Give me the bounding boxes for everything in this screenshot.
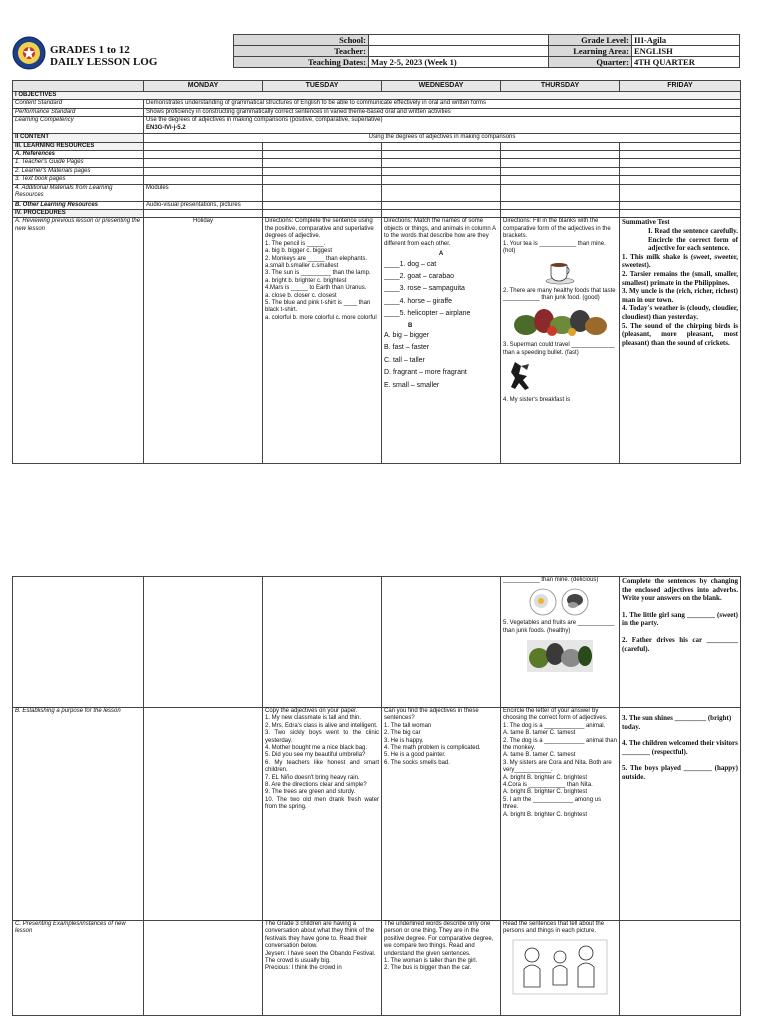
tuesday-purpose-line: 9. The trees are green and sturdy. [265, 789, 356, 796]
wednesday-purpose-line: 1. The tall woman [384, 722, 432, 729]
thursday-purpose-line: A. bright B. brighter C. brightest [503, 811, 588, 818]
content-label: II CONTENT [13, 134, 144, 142]
column-a-item: ____2. goat – carabao [384, 272, 455, 280]
tuesday-purpose-line: 4. Mother bought me a nice black bag. [265, 745, 368, 752]
tuesday-examples-line: Jeysen: I have seen the Obando Festival. The crowd is usually big. [265, 950, 376, 965]
friday-review [620, 218, 741, 464]
tuesday-review-line: 2. Monkeys are _____ than elephants. [265, 255, 368, 262]
content-standard: Demonstrates understanding of grammatical structures of English to be able to communicate effectively in oral and written forms [144, 100, 741, 108]
tuesday-examples [263, 921, 382, 1016]
teacher-label: Teacher: [234, 46, 369, 57]
part2-instruction: Complete the sentences by changing the enclosed adjectives into adverbs. Write your answers on the blank. [622, 577, 738, 603]
tuesday-review-line: a. bright b. brighter c. brightest [265, 277, 347, 284]
other-label: B. Other Learning Resources [13, 201, 144, 209]
wednesday-purpose-line: 5. He is a good painter. [384, 752, 446, 759]
tuesday-purpose-line: Copy the adjectives on your paper. [265, 708, 358, 714]
tuesday-purpose-line: 7. EL Niño doesn't bring heavy rain. [265, 774, 360, 781]
tuesday-examples-line: The Grade 3 children are having a conversation about what they think of the festivals they have gone to. Read their conversation below. [265, 921, 375, 950]
tuesday-review-line: a. big b. bigger c. biggest [265, 248, 333, 255]
summative-test-instruction: I. Read the sentence carefully. Encircle the correct form of adjective for each sentence. [648, 227, 738, 253]
thursday-question: 4. My sister's breakfast is [503, 397, 571, 404]
column-b-item: E. small – smaller [384, 381, 440, 389]
wednesday-review-intro: Directions: Match the names of some objects or things, and animals in column A to the words that describe how are they different from each other. [384, 218, 496, 247]
column-b-item: C. tall – taller [384, 356, 425, 364]
day-monday: MONDAY [144, 81, 263, 92]
thursday-question: ___________ than mine. (delicious) [503, 577, 599, 583]
day-wednesday: WEDNESDAY [382, 81, 501, 92]
day-tuesday: TUESDAY [263, 81, 382, 92]
summative-test-item: 4. Today's weather is (cloudy, cloudier, cloudiest) than yesterday. [622, 304, 738, 321]
wednesday-purpose-line: Can you find the adjectives in these sentences? [384, 708, 479, 722]
thursday-purpose-line: 2. The dog is a ____________ animal than the monkey. [503, 737, 617, 752]
examples-label: C. Presenting Examples/instances of new lesson [13, 921, 144, 1016]
lm-label: 2. Learner's Materials pages [13, 167, 144, 175]
thursday-purpose [501, 708, 620, 921]
part2-item: 5. The boys played ________ (happy) outside. [622, 764, 738, 781]
quarter-label: Quarter: [549, 57, 632, 68]
column-b-item: D. fragrant – more fragrant [384, 369, 467, 377]
thursday-purpose-line: Encircle the letter of your answer by choosing the correct form of adjectives. [503, 708, 608, 722]
deped-seal [12, 36, 46, 70]
lesson-table-page-1 [12, 80, 741, 464]
performance-standard-label: Performance Standard [13, 108, 144, 116]
objectives-heading: I OBJECTIVES [13, 92, 741, 100]
people-picture-icon [512, 939, 608, 995]
column-a-item: ____4. horse – giraffe [384, 297, 452, 305]
tuesday-review-line: Directions: Complete the sentence using the positive, comparative and superlative degrees of adjective. [265, 218, 374, 240]
wednesday-review [382, 218, 501, 464]
column-a-item: ____1. dog – cat [384, 260, 437, 268]
thursday-purpose-line: 1. The dog is a ____________ animal. [503, 722, 606, 729]
procedures-label: IV. PROCEDURES [13, 210, 144, 218]
wednesday-purpose-line: 4. The math problem is complicated. [384, 745, 481, 752]
log-title [50, 44, 157, 68]
dates-label: Teaching Dates: [234, 57, 369, 68]
grade-value: III-Agila [632, 35, 740, 46]
tuesday-purpose-line: 8. Are the directions clear and simple? [265, 782, 367, 789]
column-a-item: ____5. helicopter – airplane [384, 310, 471, 318]
corner-cell [13, 81, 144, 92]
thursday-purpose-line: 3. My sisters are Cora and Nita. Both are very___________. [503, 759, 612, 774]
wednesday-examples-line: The underlined words describe only one person or one thing. They are in the positive degree. For comparative degree, we compare two things. Read and understand the given sentences. [384, 921, 494, 957]
day-friday: FRIDAY [620, 81, 741, 92]
column-a-item: ____3. rose – sampaguita [384, 285, 465, 293]
purpose-label: B. Establishing a purpose for the lesson [13, 708, 144, 921]
part2-item: 2. Father drives his car _________ (careful). [622, 635, 738, 653]
wednesday-examples [382, 921, 501, 1016]
wednesday-purpose [382, 708, 501, 921]
part2-item: 4. The children welcomed their visitors ________ (respectful). [622, 739, 738, 756]
thursday-purpose-line: 4.Cora is ___________ than Nita. [503, 782, 593, 789]
additional-monday: Modules [144, 184, 263, 201]
column-a-heading: A [438, 251, 444, 258]
column-b-item: A. big – bigger [384, 331, 430, 339]
quarter-value: 4TH QUARTER [632, 57, 740, 68]
thursday-review [501, 218, 620, 464]
tuesday-purpose-line: 1. My new classmate is tall and thin. [265, 715, 362, 722]
friday-part2 [620, 577, 741, 708]
tuesday-purpose-line: 10. The two old men drank fresh water from the spring. [265, 796, 379, 811]
continuation-label [13, 577, 144, 708]
thursday-question: 3. Superman could travel _____________ [503, 342, 615, 349]
other-monday: Audio-visual presentations, pictures [144, 201, 263, 209]
part2-item: 1. The little girl sang ________ (sweet) in the party. [622, 610, 738, 628]
tuesday-examples-line: Precious: I think the crowd in [265, 965, 342, 972]
content-standard-label: Content Standard [13, 100, 144, 108]
area-label: Learning Area: [549, 46, 632, 57]
thursday-review-continued [501, 577, 620, 708]
review-label: A. Reviewing previous lesson or presenting the new lesson [13, 218, 144, 464]
friday-purpose [620, 708, 741, 921]
tuesday-purpose [263, 708, 382, 921]
thursday-purpose-line: A. tame B. tamer C. tamest [503, 752, 576, 759]
summative-test-item: 5. The sound of the chirping birds is (pleasant, more pleasant, most pleasant) than the sound of crickets. [622, 321, 738, 347]
school-value [369, 35, 549, 46]
thursday-question: 1. Your tea is ___________ than mine. (hot) [503, 240, 606, 255]
tuesday-review-line: a. colorful b. more colorful c. more colorful [265, 314, 377, 321]
references-label: A. References [13, 151, 144, 159]
wednesday-examples-line: 2. The bus is bigger than the car. [384, 965, 472, 972]
lesson-table-page-2 [12, 576, 741, 1016]
additional-label: 4. Additional Materials from Learning Resources [13, 184, 144, 201]
thursday-question: than a speeding bullet. (fast) [503, 349, 579, 356]
wednesday-purpose-line: 6. The socks smells bad. [384, 759, 450, 766]
column-b-item: B. fast – faster [384, 344, 430, 352]
teacher-value [369, 46, 549, 57]
summative-test-item: 2. Tarsier remains the (small, smaller, smallest) primate in the Philippines. [622, 270, 738, 287]
breakfast-plates-icon [525, 587, 595, 617]
tg-label: 1. Teacher's Guide Pages [13, 159, 144, 167]
area-value: ENGLISH [632, 46, 740, 57]
summative-test-item: 3. My uncle is the (rich, richer, richest) man in our town. [622, 287, 738, 304]
thursday-question: 5. Vegetables and fruits are ___________ than junk foods. (healthy) [503, 620, 615, 634]
tuesday-review-line: a.small b.smaller c.smallest [265, 262, 339, 269]
tuesday-purpose-line: 5. Did you see my beautiful umbrella? [265, 752, 366, 759]
tuesday-review-line: 5. The blue and pink t-shirt is ____ than black t-shirt. [265, 299, 371, 314]
fruits-vegetables-icon [525, 638, 595, 674]
wednesday-examples-line: 1. The woman is taller than the girl. [384, 958, 478, 965]
healthy-food-icon [512, 305, 608, 339]
tb-label: 3. Text book pages [13, 176, 144, 184]
competency-text: Use the degrees of adjectives in making comparisons (positive, comparative, superlative) [146, 117, 383, 124]
thursday-purpose-line: A. tame B. tamer C. tamest [503, 730, 576, 737]
tuesday-review-line: 3. The sun is _________ than the lamp. [265, 270, 371, 277]
resources-label: III. LEARNING RESOURCES [13, 142, 144, 150]
dates-value: May 2-5, 2023 (Week 1) [369, 57, 549, 68]
wednesday-purpose-line: 2. The big car [384, 730, 421, 737]
competency-cell [144, 117, 741, 134]
tuesday-review-line: a. close b. closer c. closest [265, 292, 337, 299]
superman-icon [507, 360, 535, 394]
header-table [233, 34, 740, 68]
grade-label: Grade Level: [549, 35, 632, 46]
title-line-1: GRADES 1 to 12 [50, 44, 130, 56]
title-line-2: DAILY LESSON LOG [50, 56, 158, 68]
thursday-purpose-line: A. bright B. brighter C. brightest [503, 774, 588, 781]
thursday-examples [501, 921, 620, 1016]
summative-test-title: Summative Test [622, 218, 670, 227]
thursday-examples-text: Read the sentences that tell about the persons and things in each picture. [503, 921, 605, 935]
tuesday-purpose-line: 3. Two sickly boys went to the clinic yesterday. [265, 730, 379, 744]
tuesday-review-line: 4.Mars is _____ to Earth than Uranus. [265, 285, 367, 292]
performance-standard: Shows proficiency in constructing grammatically correct sentences in varied theme-based oral and written activities [144, 108, 741, 116]
summative-test-item: 1. This milk shake is (sweet, sweeter, sweetest). [622, 252, 738, 270]
wednesday-purpose-line: 3. He is happy. [384, 737, 424, 744]
tea-cup-icon [543, 259, 577, 285]
thursday-review-intro: Directions: Fill in the blanks with the comparative form of the adjectives in the brackets. [503, 218, 611, 240]
thursday-purpose-line: A. bright B. brighter C. brightest [503, 789, 588, 796]
school-label: School: [234, 35, 369, 46]
column-b-heading: B [408, 322, 413, 329]
monday-review: Holiday [144, 218, 263, 464]
content-text: Using the degrees of adjectives in making comparisons [144, 134, 741, 142]
day-thursday: THURSDAY [501, 81, 620, 92]
tuesday-review-line: 1. The pencil is _____. [265, 240, 326, 247]
part2-item: 3. The sun shines _________ (bright) today. [622, 714, 732, 731]
competency-code: EN3G-IVi-j-5.2 [146, 124, 186, 131]
competency-label: Learning Competency [13, 117, 144, 134]
tuesday-purpose-line: 6. My teachers like honest and smart children. [265, 759, 379, 774]
thursday-purpose-line: 5. I am the ____________ among us three. [503, 796, 602, 811]
tuesday-purpose-line: 2. Mrs. Edra's class is alive and intelligent. [265, 722, 378, 729]
tuesday-review [263, 218, 382, 464]
thursday-question: 2. There are many healthy foods that taste ___________ than junk food. (good) [503, 287, 616, 301]
